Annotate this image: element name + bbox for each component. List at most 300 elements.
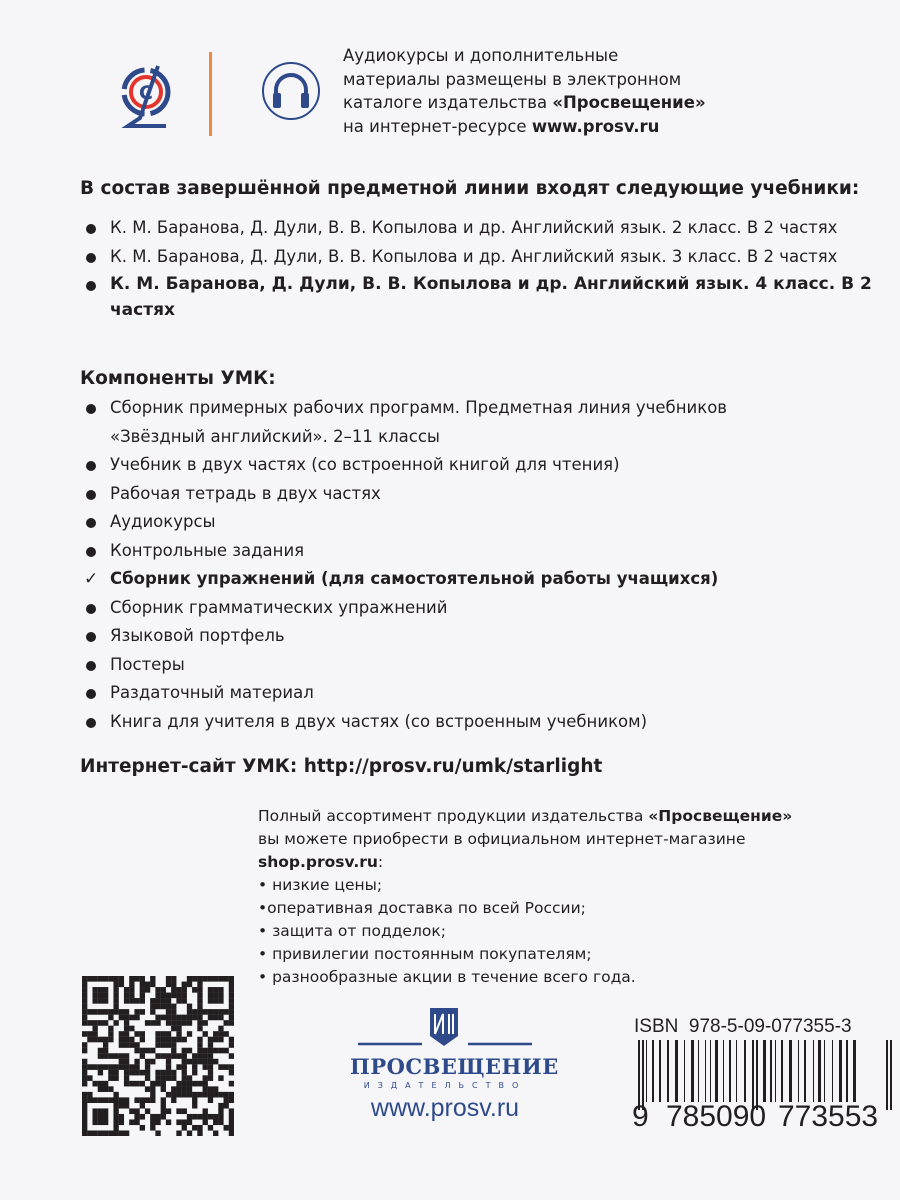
qr-module (213, 1015, 218, 1021)
qr-module (161, 1070, 166, 1076)
qr-module (108, 1086, 113, 1092)
qr-module (82, 1119, 87, 1125)
qr-module (197, 1026, 202, 1032)
list-item (86, 214, 876, 243)
qr-module (208, 1097, 213, 1103)
qr-module (224, 1020, 229, 1026)
qr-module (208, 1114, 213, 1120)
qr-module (229, 998, 234, 1004)
qr-module (119, 1037, 124, 1043)
bullet-icon (86, 224, 96, 234)
qr-module (182, 993, 187, 999)
qr-module (171, 976, 176, 982)
qr-module (98, 1020, 103, 1026)
qr-module (82, 1081, 87, 1087)
qr-module (82, 1020, 87, 1026)
qr-module (82, 1130, 87, 1136)
qr-module (103, 1053, 108, 1059)
item-text: Контрольные задания (110, 540, 305, 560)
qr-module (87, 1020, 92, 1026)
qr-module (124, 1075, 129, 1081)
qr-module (218, 1103, 223, 1109)
qr-module (134, 998, 139, 1004)
qr-module (155, 993, 160, 999)
qr-module (187, 1081, 192, 1087)
qr-module (171, 1048, 176, 1054)
qr-module (161, 1031, 166, 1037)
barcode-bar (698, 1040, 699, 1102)
item-text: Аудиокурсы (110, 512, 216, 531)
qr-module (229, 993, 234, 999)
barcode-bar (667, 1040, 669, 1102)
qr-module (82, 1042, 87, 1048)
qr-module (129, 998, 134, 1004)
qr-module (229, 1064, 234, 1070)
qr-module (129, 1081, 134, 1087)
barcode-bar (804, 1040, 806, 1102)
qr-module (82, 993, 87, 999)
qr-module (176, 998, 181, 1004)
qr-module (129, 1108, 134, 1114)
qr-module (155, 1114, 160, 1120)
qr-module (208, 976, 213, 982)
qr-module (134, 1097, 139, 1103)
qr-module (82, 1064, 87, 1070)
qr-module (82, 976, 87, 982)
qr-module (197, 1037, 202, 1043)
qr-module (197, 976, 202, 982)
audio-info (343, 44, 706, 138)
qr-module (103, 1108, 108, 1114)
bullet-icon (86, 689, 96, 699)
list-item (86, 271, 876, 323)
info-line (343, 115, 706, 139)
list-item (86, 508, 806, 537)
qr-module (197, 1130, 202, 1136)
qr-module (124, 1031, 129, 1037)
qr-module (92, 987, 97, 993)
qr-module (124, 1059, 129, 1065)
text: каталоге издательства (343, 93, 553, 112)
qr-module (140, 1048, 145, 1054)
qr-module (187, 1075, 192, 1081)
qr-module (192, 1097, 197, 1103)
qr-module (182, 1125, 187, 1131)
qr-module (166, 1070, 171, 1076)
qr-module (98, 1048, 103, 1054)
qr-module (155, 1075, 160, 1081)
qr-module (108, 1026, 113, 1032)
qr-module (176, 1092, 181, 1098)
qr-module (203, 1020, 208, 1026)
qr-module (113, 1097, 118, 1103)
qr-module (176, 1086, 181, 1092)
qr-module (182, 1075, 187, 1081)
qr-module (197, 1092, 202, 1098)
qr-module (82, 1097, 87, 1103)
qr-module (171, 1009, 176, 1015)
qr-module (224, 1092, 229, 1098)
qr-module (113, 1119, 118, 1125)
qr-module (166, 1064, 171, 1070)
qr-module (119, 1114, 124, 1120)
qr-module (182, 1070, 187, 1076)
qr-module (150, 1097, 155, 1103)
qr-module (197, 987, 202, 993)
shop-line: вы можете приобрести в официальном интернет-магазине (258, 830, 746, 848)
qr-module (98, 1009, 103, 1015)
bullet-icon (86, 253, 96, 263)
qr-module (103, 1114, 108, 1120)
qr-module (182, 1020, 187, 1026)
qr-module (150, 1004, 155, 1010)
qr-module (182, 1108, 187, 1114)
qr-module (161, 1108, 166, 1114)
qr-module (124, 998, 129, 1004)
qr-module (129, 1042, 134, 1048)
qr-code[interactable] (82, 976, 234, 1136)
qr-module (150, 1119, 155, 1125)
publisher-emblem-icon (350, 1000, 540, 1050)
item-text: Языковой портфель (110, 626, 285, 645)
qr-module (197, 1020, 202, 1026)
qr-module (92, 1097, 97, 1103)
publisher-name: «Просвещение» (648, 807, 793, 825)
qr-module (176, 1130, 181, 1136)
qr-module (213, 1119, 218, 1125)
qr-module (108, 1037, 113, 1043)
qr-module (140, 1031, 145, 1037)
qr-module (140, 1081, 145, 1087)
qr-module (92, 998, 97, 1004)
qr-module (150, 998, 155, 1004)
qr-module (140, 976, 145, 982)
qr-module (119, 976, 124, 982)
qr-module (176, 1053, 181, 1059)
text: Полный ассортимент продукции издательства (258, 807, 649, 825)
qr-module (82, 1004, 87, 1010)
qr-module (150, 1125, 155, 1131)
qr-module (161, 1042, 166, 1048)
barcode-bar (781, 1040, 783, 1102)
qr-module (176, 1020, 181, 1026)
qr-module (229, 1004, 234, 1010)
qr-module (208, 1059, 213, 1065)
qr-module (108, 1097, 113, 1103)
item-text: Сборник грамматических упражнений (110, 597, 448, 617)
qr-module (203, 976, 208, 982)
qr-module (166, 1075, 171, 1081)
shop-link[interactable]: shop.prosv.ru (258, 853, 378, 871)
qr-module (155, 1020, 160, 1026)
qr-module (134, 1108, 139, 1114)
qr-module (203, 1119, 208, 1125)
qr-module (124, 1037, 129, 1043)
qr-module (140, 993, 145, 999)
isbn-label: ISBN 978-5-09-077355-3 (634, 1016, 852, 1037)
qr-module (187, 1004, 192, 1010)
qr-module (208, 1086, 213, 1092)
qr-module (192, 1009, 197, 1015)
shop-item: • привилегии постоянным покупателям; (258, 945, 592, 963)
barcode-bar (853, 1040, 856, 1102)
list-item (86, 622, 806, 651)
qr-module (103, 1081, 108, 1087)
qr-module (113, 1125, 118, 1131)
item-text: Сборник упражнений (для самостоятельной работы учащихся) (110, 569, 719, 588)
qr-module (82, 1070, 87, 1076)
qr-module (229, 1037, 234, 1043)
svg-text:C: C (139, 82, 153, 104)
qr-module (150, 1048, 155, 1054)
qr-module (129, 987, 134, 993)
qr-module (213, 1092, 218, 1098)
qr-module (119, 1042, 124, 1048)
qr-module (134, 1064, 139, 1070)
publisher-sub: ИЗДАТЕЛЬСТВО (363, 1081, 527, 1090)
qr-module (124, 1064, 129, 1070)
qr-module (92, 993, 97, 999)
qr-module (229, 976, 234, 982)
qr-module (113, 1070, 118, 1076)
barcode-bar (646, 1040, 647, 1102)
qr-module (145, 1108, 150, 1114)
qr-module (155, 1053, 160, 1059)
qr-module (208, 1009, 213, 1015)
qr-module (208, 1125, 213, 1131)
shop-item: • низкие цены; (258, 876, 383, 894)
qr-module (203, 1048, 208, 1054)
qr-module (218, 1092, 223, 1098)
qr-module (218, 1026, 223, 1032)
qr-module (87, 1037, 92, 1043)
qr-module (208, 987, 213, 993)
publisher-name: ПРОСВЕЩЕНИЕ (350, 1054, 559, 1079)
textbook-list (86, 214, 876, 323)
qr-module (87, 976, 92, 982)
qr-module (113, 1020, 118, 1026)
qr-module (229, 1070, 234, 1076)
qr-module (150, 1009, 155, 1015)
qr-module (82, 1114, 87, 1120)
qr-module (113, 1053, 118, 1059)
list-item (86, 594, 806, 623)
qr-module (161, 993, 166, 999)
qr-module (192, 1064, 197, 1070)
qr-module (171, 987, 176, 993)
qr-module (176, 1037, 181, 1043)
qr-module (218, 1031, 223, 1037)
qr-module (187, 1059, 192, 1065)
qr-module (140, 1103, 145, 1109)
qr-module (87, 1075, 92, 1081)
headphones-icon (260, 60, 322, 122)
qr-module (155, 1042, 160, 1048)
qr-module (171, 1042, 176, 1048)
qr-module (161, 1086, 166, 1092)
qr-module (192, 1114, 197, 1120)
umk-site[interactable]: Интернет-сайт УМК: http://prosv.ru/umk/starlight (80, 756, 603, 777)
qr-module (161, 1081, 166, 1087)
qr-module (129, 1070, 134, 1076)
qr-module (145, 1059, 150, 1065)
qr-module (187, 1031, 192, 1037)
qr-module (229, 982, 234, 988)
qr-module (124, 1097, 129, 1103)
qr-module (124, 993, 129, 999)
qr-module (150, 1114, 155, 1120)
qr-module (145, 1048, 150, 1054)
qr-module (171, 1026, 176, 1032)
qr-module (155, 1070, 160, 1076)
qr-module (98, 1070, 103, 1076)
qr-module (229, 1119, 234, 1125)
qr-module (155, 1015, 160, 1021)
qr-module (103, 1086, 108, 1092)
qr-module (103, 993, 108, 999)
barcode-bar (736, 1040, 737, 1102)
qr-module (92, 1026, 97, 1032)
qr-module (208, 1070, 213, 1076)
barcode-bar (723, 1040, 724, 1102)
qr-module (150, 1081, 155, 1087)
qr-module (134, 1059, 139, 1065)
barcode-bar (818, 1040, 821, 1102)
qr-module (203, 1031, 208, 1037)
qr-module (113, 1075, 118, 1081)
qr-module (229, 1053, 234, 1059)
qr-module (192, 1059, 197, 1065)
qr-module (182, 1048, 187, 1054)
barcode-bar (832, 1040, 833, 1102)
qr-module (140, 1125, 145, 1131)
publisher-site[interactable]: www.prosv.ru (370, 1094, 520, 1122)
qr-module (197, 1125, 202, 1131)
qr-module (166, 1059, 171, 1065)
umk-title: Компоненты УМК: (80, 368, 276, 389)
qr-module (155, 1037, 160, 1043)
qr-module (161, 1037, 166, 1043)
qr-module (140, 1097, 145, 1103)
barcode-bar (798, 1040, 799, 1102)
qr-module (203, 1009, 208, 1015)
qr-module (145, 1070, 150, 1076)
qr-module (176, 1064, 181, 1070)
line-title: В состав завершённой предметной линии входят следующие учебники: (80, 178, 860, 199)
qr-module (166, 1042, 171, 1048)
qr-module (140, 1053, 145, 1059)
barcode-bar (652, 1040, 654, 1102)
bullet-icon (86, 661, 96, 671)
qr-module (134, 1070, 139, 1076)
qr-module (197, 1059, 202, 1065)
qr-module (166, 1009, 171, 1015)
qr-module (197, 1009, 202, 1015)
qr-module (124, 1026, 129, 1032)
qr-module (145, 1086, 150, 1092)
qr-module (161, 1097, 166, 1103)
qr-module (182, 987, 187, 993)
qr-module (203, 1064, 208, 1070)
qr-module (208, 1092, 213, 1098)
qr-module (176, 1119, 181, 1125)
qr-module (87, 1031, 92, 1037)
qr-module (134, 1081, 139, 1087)
qr-module (92, 1064, 97, 1070)
qr-module (145, 1097, 150, 1103)
qr-module (197, 1048, 202, 1054)
qr-module (134, 1048, 139, 1054)
shop-info (258, 805, 792, 989)
info-line: материалы размещены в электронном (343, 69, 682, 89)
qr-module (124, 1020, 129, 1026)
qr-module (213, 1114, 218, 1120)
qr-module (113, 1092, 118, 1098)
qr-module (203, 1075, 208, 1081)
qr-module (113, 1004, 118, 1010)
qr-module (197, 1004, 202, 1010)
qr-module (182, 998, 187, 1004)
qr-module (166, 1031, 171, 1037)
qr-module (92, 1119, 97, 1125)
qr-module (92, 976, 97, 982)
qr-module (108, 1064, 113, 1070)
qr-module (129, 993, 134, 999)
list-item (86, 651, 806, 680)
qr-module (119, 1103, 124, 1109)
qr-module (98, 1081, 103, 1087)
qr-module (176, 1026, 181, 1032)
qr-module (119, 1059, 124, 1065)
qr-module (166, 982, 171, 988)
qr-module (187, 1009, 192, 1015)
list-item (86, 708, 806, 737)
qr-module (98, 993, 103, 999)
qr-module (187, 976, 192, 982)
qr-module (119, 1015, 124, 1021)
item-text: Постеры (110, 654, 185, 674)
qr-module (218, 1075, 223, 1081)
qr-module (182, 1086, 187, 1092)
qr-module (161, 998, 166, 1004)
qr-module (108, 1031, 113, 1037)
qr-module (140, 982, 145, 988)
shop-item: • защита от подделок; (258, 922, 446, 940)
bullet-icon (86, 632, 96, 642)
qr-module (224, 1125, 229, 1131)
site-link[interactable]: www.prosv.ru (531, 116, 660, 136)
publisher-logo (350, 1000, 559, 1123)
qr-module (113, 993, 118, 999)
shop-line (258, 851, 792, 874)
qr-module (134, 1015, 139, 1021)
qr-module (129, 1015, 134, 1021)
qr-module (129, 976, 134, 982)
digital-catalog-logo-icon (118, 62, 178, 132)
barcode-bar (775, 1040, 776, 1102)
qr-module (98, 1053, 103, 1059)
qr-module (187, 1020, 192, 1026)
qr-module (119, 1119, 124, 1125)
qr-module (82, 1059, 87, 1065)
qr-module (98, 1037, 103, 1043)
bullet-icon (86, 718, 96, 728)
text: : (377, 853, 384, 871)
qr-module (98, 1119, 103, 1125)
barcode-digits-group: 773553 (778, 1100, 879, 1133)
qr-module (150, 982, 155, 988)
qr-module (224, 1064, 229, 1070)
